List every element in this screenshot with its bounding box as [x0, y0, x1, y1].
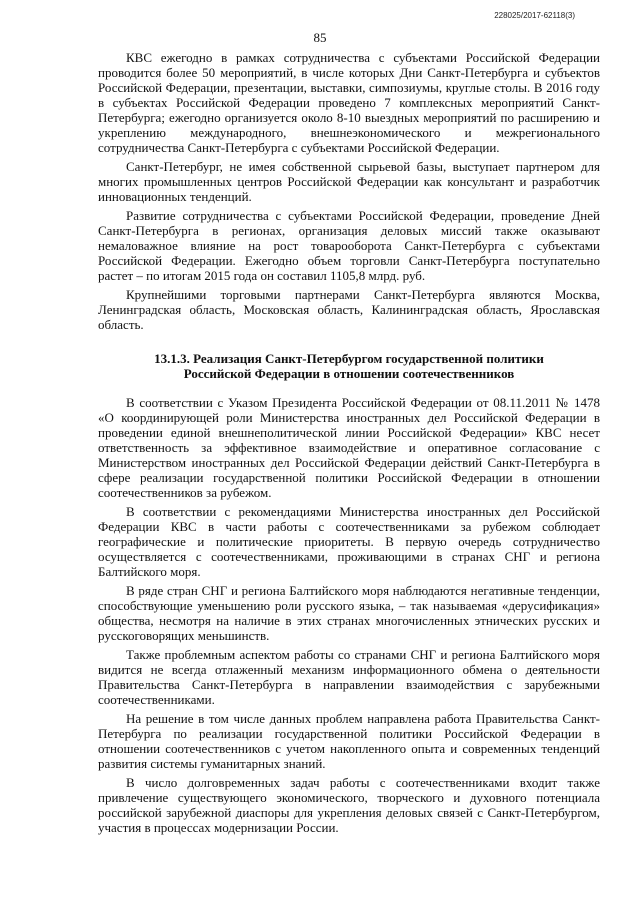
page-number: 85 [313, 30, 327, 45]
paragraph: Также проблемным аспектом работы со странами СНГ и региона Балтийского моря видится не всегда отлаженный механизм информационного обмена о деятельности Правительства Санкт-Петербурга в направлении взаимодействия с зарубежными соотечественниками. [98, 647, 600, 707]
document-body [98, 50, 600, 839]
paragraph: В соответствии с рекомендациями Министерства иностранных дел Российской Федерации КВС в части работы с соотечественниками за рубежом соблюдает географические и политические приоритеты. В первую очередь сотрудничество осуществляется с соотечественниками, проживающими в странах СНГ и региона Балтийского моря. [98, 504, 600, 579]
paragraph: На решение в том числе данных проблем направлена работа Правительства Санкт-Петербурга по реализации государственной политики Российской Федерации в отношении соотечественников с учетом накопленного опыта и современных тенденций развития системы гуманитарных знаний. [98, 711, 600, 771]
paragraph: В соответствии с Указом Президента Российской Федерации от 08.11.2011 № 1478 «О координирующей роли Министерства иностранных дел Российской Федерации в проведении единой внешнеполитической линии Российской Федерации» КВС несет ответственность за эффективное взаимодействие и оперативное согласование с Министерством иностранных дел Российской Федерации действий Санкт-Петербурга в сфере реализации государственной политики Российской Федерации в отношении соотечественников за рубежом. [98, 395, 600, 500]
paragraph: Санкт-Петербург, не имея собственной сырьевой базы, выступает партнером для многих промышленных центров Российской Федерации как консультант и разработчик инновационных тенденций. [98, 159, 600, 204]
section-heading-line: Российской Федерации в отношении соотечественников [183, 366, 515, 381]
paragraph: Развитие сотрудничества с субъектами Российской Федерации, проведение Дней Санкт-Петербурга в регионах, организация деловых миссий также оказывают немаловажное влияние на рост товарооборота Санкт-Петербурга с субъектами Российской Федерации. Ежегодно объем торговли Санкт-Петербурга поступательно растет – по итогам 2015 года он составил 1105,8 млрд. руб. [98, 208, 600, 283]
section-heading-line: 13.1.3. Реализация Санкт-Петербургом государственной политики [154, 351, 544, 366]
paragraph: КВС ежегодно в рамках сотрудничества с субъектами Российской Федерации проводится более 50 мероприятий, в числе которых Дни Санкт-Петербурга и субъектов Российской Федерации, презентации, выставки, симпозиумы, круглые столы. В 2016 году в субъектах Российской Федерации проведено 7 комплексных мероприятий Санкт-Петербурга; ежегодно организуется около 8-10 выездных мероприятий по расширению и укреплению международного, внешнеэкономического и межрегионального сотрудничества Санкт-Петербурга с субъектами Российской Федерации. [98, 50, 600, 155]
paragraph: В ряде стран СНГ и региона Балтийского моря наблюдаются негативные тенденции, способствующие уменьшению роли русского языка, – так называемая «дерусификация» общества, несмотря на наличие в этих странах многочисленных этнических русских и русскоговорящих меньшинств. [98, 583, 600, 643]
section-heading [98, 351, 600, 381]
paragraph: В число долговременных задач работы с соотечественниками входит также привлечение существующего экономического, творческого и духовного потенциала российской зарубежной диаспоры для укрепления деловых связей с Санкт-Петербургом, участия в процессах модернизации России. [98, 775, 600, 835]
document-id: 228025/2017-62118(3) [494, 11, 575, 20]
paragraph: Крупнейшими торговыми партнерами Санкт-Петербурга являются Москва, Ленинградская область, Московская область, Калининградская область, Ярославская область. [98, 287, 600, 332]
